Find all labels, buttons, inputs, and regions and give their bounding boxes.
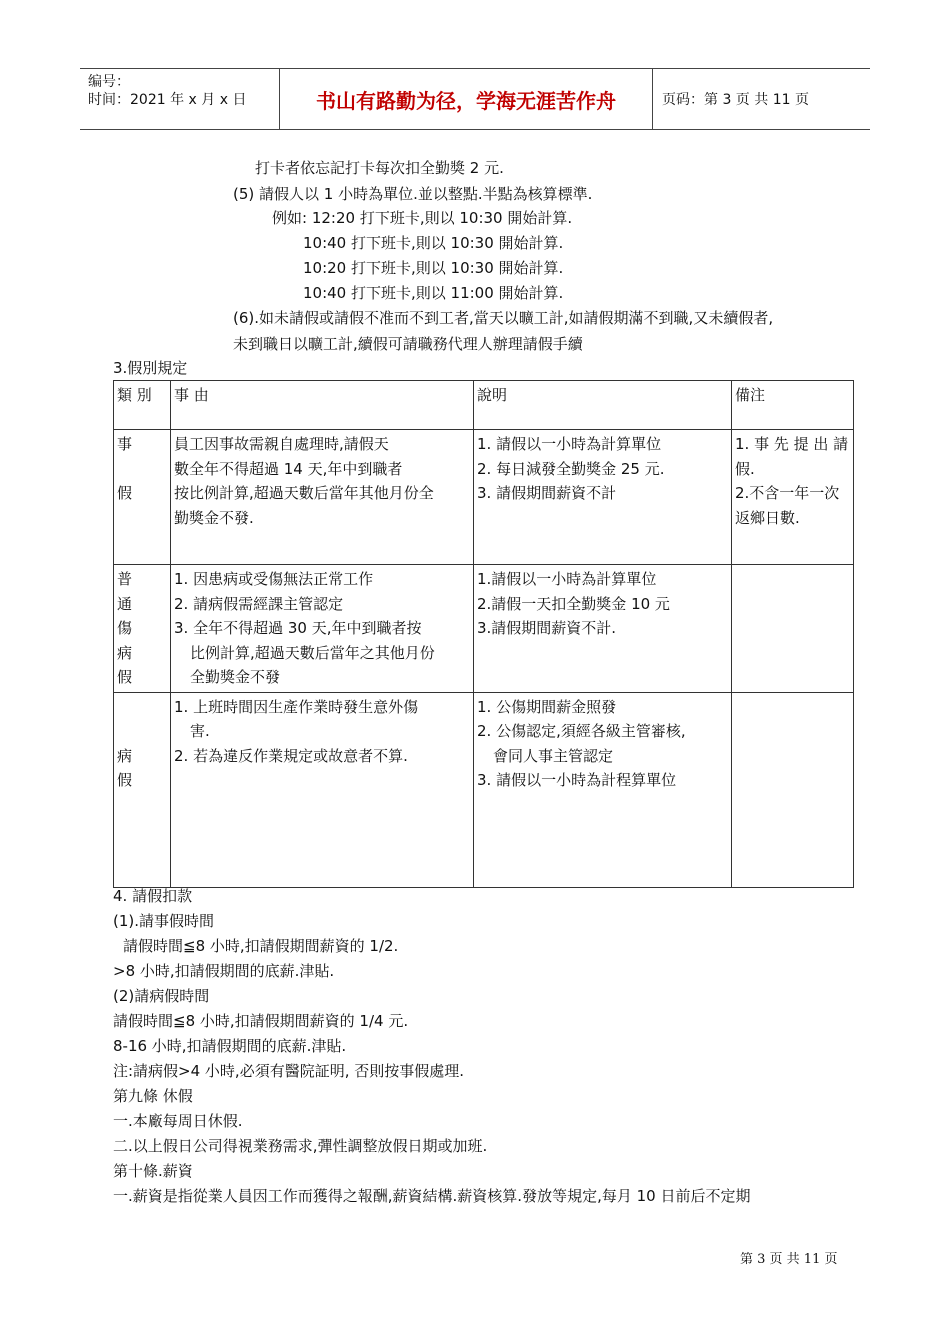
text-line: 打卡者依忘記打卡每次扣全勤獎 2 元.: [255, 159, 504, 177]
note-cell: 1. 事 先 提 出 請 假. 2.不含一年一次 返鄉日數.: [732, 430, 854, 565]
text-line: 10:40 打下班卡,則以 10:30 開始計算.: [303, 234, 564, 252]
text-line: >8 小時,扣請假期間的底薪.津貼.: [113, 962, 335, 980]
text-line: (5) 請假人以 1 小時為單位.並以整點.半點為核算標準.: [233, 185, 593, 203]
reason-cell: 1. 因患病或受傷無法正常工作 2. 請病假需經課主管認定 3. 全年不得超過 30 天,年中到職者按 比例計算,超過天數后當年之其他月份 全勤獎金不發: [171, 565, 474, 693]
text-line: 未到職日以曠工計,續假可請職務代理人辦理請假手續: [233, 335, 583, 353]
text-line: 注:請病假>4 小時,必須有醫院証明, 否則按事假處理.: [113, 1062, 465, 1080]
category-cell: 事 假: [114, 430, 171, 565]
text-line: 一.本廠每周日休假.: [113, 1112, 243, 1130]
explain-cell: 1.請假以一小時為計算單位 2.請假一天扣全勤獎金 10 元 3.請假期間薪資不計.: [474, 565, 732, 693]
text-line: 10:20 打下班卡,則以 10:30 開始計算.: [303, 259, 564, 277]
col-header-category: 類 別: [114, 381, 171, 430]
time-label: 时间：2021 年 x 月 x 日: [88, 92, 247, 108]
note-cell: [732, 565, 854, 693]
text-line: 10:40 打下班卡,則以 11:00 開始計算.: [303, 284, 564, 302]
col-header-explain: 說明: [474, 381, 732, 430]
text-line: 請假時間≦8 小時,扣請假期間薪資的 1/4 元.: [113, 1012, 409, 1030]
table-row: [114, 430, 854, 565]
text-line: (2)請病假時間: [113, 987, 210, 1005]
header-meta: [80, 69, 280, 129]
section-title: 3.假別規定: [113, 359, 188, 377]
text-line: 第九條 休假: [113, 1087, 193, 1105]
explain-cell: 1. 公傷期間薪金照發 2. 公傷認定,須經各級主管審核, 會同人事主管認定 3. 請假以一小時為計程算單位: [474, 692, 732, 887]
text-line: 8-16 小時,扣請假期間的底薪.津貼.: [113, 1037, 347, 1055]
document-header: [80, 68, 870, 130]
table-row: [114, 692, 854, 887]
table-header-row: [114, 381, 854, 430]
reason-cell: 員工因事故需親自處理時,請假天 數全年不得超過 14 天,年中到職者 按比例計算,超過天數后當年其他月份全 勤獎金不發.: [171, 430, 474, 565]
col-header-note: 備注: [732, 381, 854, 430]
text-line: 第十條.薪資: [113, 1162, 193, 1180]
leave-rules-table: [113, 380, 854, 888]
page-label: 页码：第 3 页 共 11 页: [662, 92, 809, 108]
col-header-reason: 事 由: [171, 381, 474, 430]
text-line: 4. 請假扣款: [113, 887, 193, 905]
text-line: (6).如未請假或請假不准而不到工者,當天以曠工計,如請假期滿不到職,又未續假者,: [233, 309, 774, 327]
text-line: 一.薪資是指從業人員因工作而獲得之報酬,薪資結構.薪資核算.發放等規定,每月 10 日前后不定期: [113, 1187, 751, 1205]
number-label: 编号：: [88, 74, 130, 90]
note-cell: [732, 692, 854, 887]
category-cell: 病 假: [114, 692, 171, 887]
explain-cell: 1. 請假以一小時為計算單位 2. 每日減發全勤獎金 25 元. 3. 請假期間薪資不計: [474, 430, 732, 565]
reason-cell: 1. 上班時間因生產作業時發生意外傷 害. 2. 若為違反作業規定或故意者不算.: [171, 692, 474, 887]
text-line: 二.以上假日公司得視業務需求,彈性調整放假日期或加班.: [113, 1137, 488, 1155]
table-row: [114, 565, 854, 693]
motto: 书山有路勤为径，学海无涯苦作舟: [280, 69, 653, 129]
text-line: 請假時間≦8 小時,扣請假期間薪資的 1/2.: [123, 937, 399, 955]
category-cell: 普 通 傷 病 假: [114, 565, 171, 693]
text-line: 例如: 12:20 打下班卡,則以 10:30 開始計算.: [272, 209, 573, 227]
text-line: (1).請事假時間: [113, 912, 215, 930]
page-footer: 第 3 页 共 11 页: [740, 1252, 838, 1267]
